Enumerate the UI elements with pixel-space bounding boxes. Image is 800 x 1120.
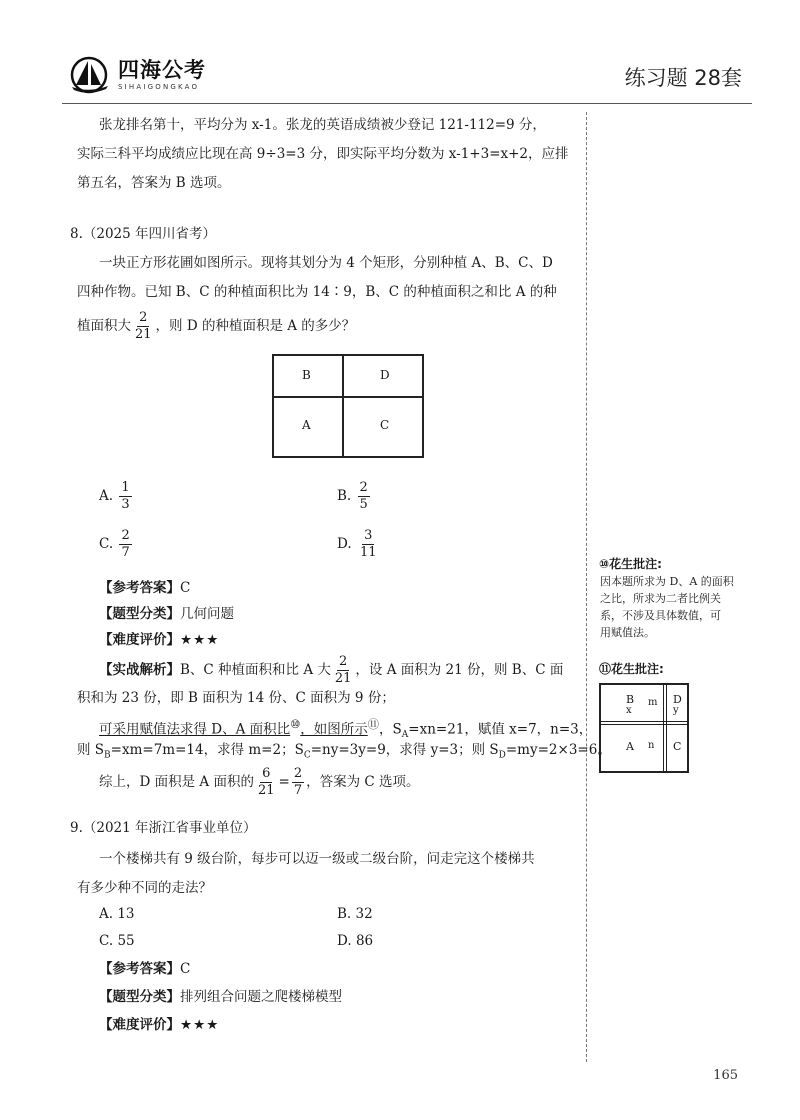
analysis-text: ，S [379, 721, 402, 738]
type-row [99, 983, 342, 1012]
mini-horizontal-divider [601, 724, 687, 725]
mini-label-x: x [626, 705, 632, 716]
option-key: D. [337, 536, 352, 552]
garden-diagram [272, 354, 424, 458]
mini-label-b: B [626, 693, 635, 706]
fraction-numerator: 2 [293, 766, 303, 781]
fraction-numerator: 2 [359, 480, 368, 495]
fraction-numerator: 3 [364, 528, 373, 543]
prev-explanation-line-3: 第五名，答案为 B 选项。 [77, 175, 231, 191]
subscript: B [104, 750, 111, 761]
note-ref-11: ⑪ [367, 718, 380, 731]
option-d [337, 526, 380, 562]
option-value: 32 [355, 906, 373, 922]
note-11-diagram [599, 683, 689, 773]
summary-line [99, 764, 420, 800]
analysis-line-2: 积和为 23 份，即 B 面积为 14 份、C 面积为 9 份； [77, 690, 395, 706]
question-8-stem-line-3 [77, 308, 355, 344]
prev-explanation-line-1: 张龙排名第十，平均分为 x-1。张龙的英语成绩被少登记 121-112=9 分， [99, 117, 546, 133]
difficulty-label: 【难度评价】 [99, 632, 180, 648]
option-value: 86 [355, 933, 374, 949]
type-value: 排列组合问题之爬楼梯模型 [180, 989, 342, 1005]
option-fraction [358, 529, 379, 560]
brand-logo [68, 55, 206, 95]
fraction-denominator: 21 [135, 327, 152, 342]
question-9-stem-line-1: 一个楼梯共有 9 级台阶，每步可以迈一级或二级台阶，问走完这个楼梯共 [99, 851, 535, 867]
option-d [337, 927, 373, 956]
difficulty-label: 【难度评价】 [99, 1017, 180, 1033]
stem-text: ，则 D 的种植面积是 A 的多少？ [155, 318, 356, 334]
diagram-label-b: B [302, 368, 311, 382]
option-b [337, 900, 373, 929]
answer-value: C [180, 580, 191, 596]
analysis-text: 可采用赋值法求得 D、A 面积比 [99, 721, 291, 738]
option-fraction [119, 481, 131, 512]
fraction-denominator: 21 [334, 671, 352, 686]
note-line: 因本题所求为 D、A 的面积 [600, 575, 734, 588]
subscript: C [303, 750, 311, 761]
option-key: C. [99, 536, 114, 552]
diagram-vertical-divider [342, 356, 344, 456]
note-11-title: ⑪花生批注: [599, 662, 664, 676]
mini-label-m: m [648, 697, 658, 708]
fraction-denominator: 11 [359, 545, 377, 560]
equals-sign: = [278, 774, 290, 790]
fraction-denominator: 7 [293, 783, 303, 798]
analysis-text: =xm=7m=14，求得 m=2；S [110, 742, 304, 758]
difficulty-stars: ★★★ [180, 1017, 220, 1033]
option-a [99, 478, 134, 514]
question-9-heading: 9.（2021 年浙江省事业单位） [70, 820, 257, 836]
option-a [99, 900, 135, 929]
note-line: 用赋值法。 [600, 626, 655, 639]
fraction-numerator: 2 [121, 528, 130, 543]
question-8-stem-line-2: 四种作物。已知 B、C 的种植面积比为 14∶9，B、C 的种植面积之和比 A 的种 [77, 284, 557, 300]
mini-label-d: D [673, 693, 682, 706]
type-label: 【题型分类】 [99, 606, 180, 622]
option-value: 55 [117, 933, 135, 949]
mini-horizontal-divider [601, 721, 687, 722]
page-number: 165 [713, 1068, 738, 1083]
note-10-title: ⑩花生批注: [599, 557, 662, 571]
question-9-stem-line-2: 有多少种不同的走法？ [77, 880, 212, 896]
answer-value: C [180, 961, 191, 977]
type-label: 【题型分类】 [99, 989, 180, 1005]
difficulty-row [99, 626, 219, 655]
answer-row [99, 955, 190, 984]
answer-label: 【参考答案】 [99, 961, 180, 977]
fraction-denominator: 21 [257, 783, 275, 798]
analysis-line-1 [99, 652, 563, 688]
answer-label: 【参考答案】 [99, 580, 180, 596]
type-row [99, 600, 234, 629]
set-title: 练习题 28套 [624, 66, 742, 90]
mini-vertical-divider [663, 685, 664, 771]
option-key: B. [337, 906, 352, 922]
option-key: D. [337, 933, 352, 949]
analysis-label: 【实战解析】 [99, 662, 180, 678]
analysis-text: ，如图所示 [300, 721, 368, 738]
fraction-denominator: 5 [359, 497, 368, 512]
analysis-text: =xn=21，赋值 x=7，n=3， [408, 721, 593, 738]
analysis-text: 则 S [77, 742, 105, 758]
question-8-stem-line-1: 一块正方形花圃如图所示。现将其划分为 4 个矩形，分别种植 A、B、C、D [99, 255, 553, 271]
option-value: 13 [117, 906, 135, 922]
logo-english-text: SIHAIGONGKAO [118, 82, 200, 91]
summary-fraction-1 [256, 767, 277, 798]
subscript: A [401, 730, 409, 741]
summary-fraction-2 [292, 767, 304, 798]
difficulty-row [99, 1011, 219, 1040]
mini-label-y: y [673, 705, 679, 716]
option-key: A. [99, 488, 114, 504]
mini-label-c: C [673, 740, 682, 753]
summary-text: ，答案为 C 选项。 [306, 774, 420, 790]
note-line: 系，不涉及具体数值，可 [600, 609, 721, 622]
subscript: D [498, 750, 506, 761]
fraction-numerator: 2 [139, 310, 148, 325]
mini-vertical-divider [666, 685, 667, 771]
summary-text: 综上，D 面积是 A 面积的 [99, 774, 254, 790]
diagram-horizontal-divider [274, 396, 422, 398]
option-key: C. [99, 933, 114, 949]
mini-label-n: n [648, 740, 655, 751]
difficulty-stars: ★★★ [180, 632, 220, 648]
header-divider [62, 103, 752, 104]
fraction-numerator: 1 [121, 480, 130, 495]
diagram-label-d: D [380, 368, 390, 382]
diagram-label-c: C [380, 418, 390, 432]
margin-divider [586, 112, 587, 1062]
option-fraction [119, 529, 131, 560]
diagram-label-a: A [302, 418, 311, 432]
fraction-numerator: 2 [339, 654, 348, 669]
option-key: A. [99, 906, 114, 922]
mini-label-a: A [626, 740, 634, 753]
answer-row [99, 574, 190, 603]
analysis-fraction [333, 655, 354, 686]
fraction-numerator: 6 [262, 766, 271, 781]
option-key: B. [337, 488, 352, 504]
prev-explanation-line-2: 实际三科平均成绩应比现在高 9÷3=3 分，即实际平均分数为 x-1+3=x+2，应排 [77, 146, 569, 162]
fraction-denominator: 7 [121, 545, 130, 560]
question-8-heading: 8.（2025 年四川省考） [70, 226, 217, 242]
option-b [337, 478, 372, 514]
stem-fraction [133, 311, 154, 342]
sailboat-logo-icon [68, 55, 114, 95]
analysis-text: =my=2×3=6。 [505, 742, 611, 758]
analysis-text: ，设 A 面积为 21 份，则 B、C 面 [355, 662, 564, 678]
note-10-body [600, 573, 734, 641]
option-fraction [358, 481, 370, 512]
type-value: 几何问题 [180, 606, 234, 622]
option-c [99, 526, 134, 562]
note-line: 之比，所求为二者比例关 [600, 592, 721, 605]
option-c [99, 927, 135, 956]
analysis-text: B、C 种植面积和比 A 大 [180, 662, 331, 678]
fraction-denominator: 3 [121, 497, 130, 512]
logo-chinese-text: 四海公考 [118, 57, 206, 82]
note-ref-10: ⑩ [290, 718, 301, 731]
stem-text: 植面积大 [77, 318, 131, 334]
analysis-text: =ny=3y=9，求得 y=3；则 S [310, 742, 499, 758]
